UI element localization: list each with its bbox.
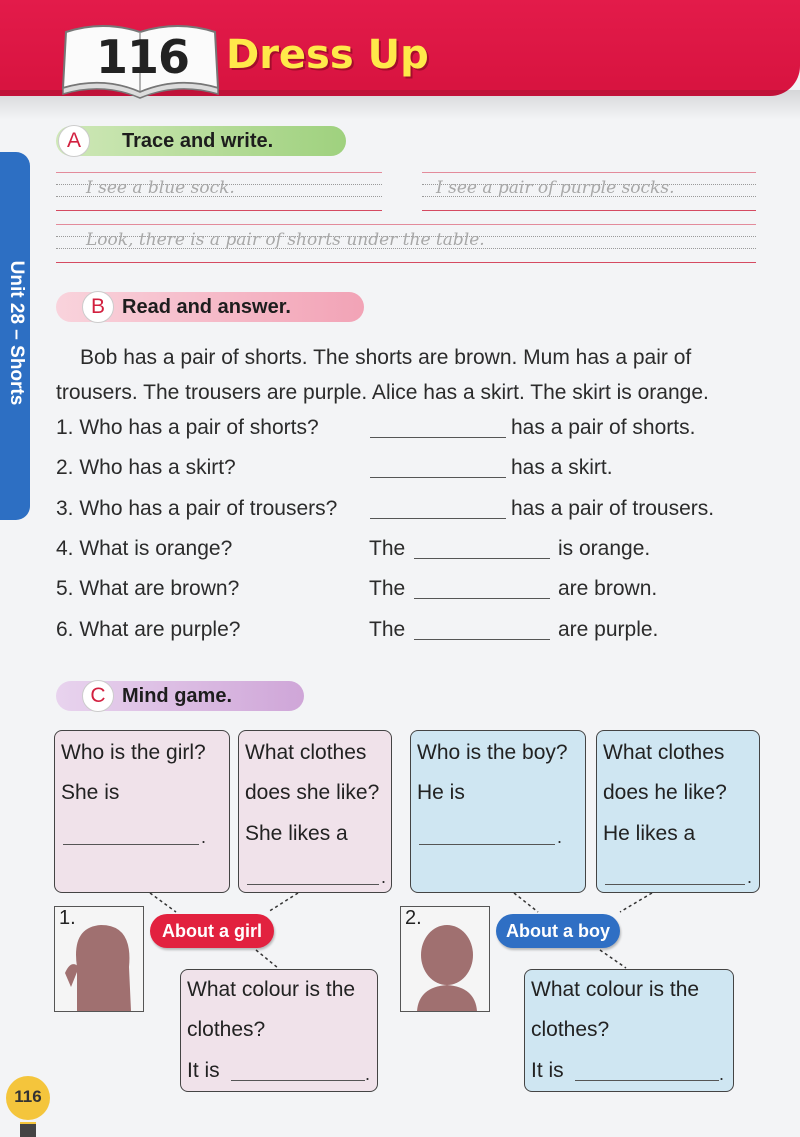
answer-prefix-5: The	[369, 577, 406, 600]
answer-suffix-1: has a pair of shorts.	[511, 416, 696, 439]
section-c-title: Mind game.	[122, 685, 233, 707]
question-2: 2. Who has a skirt?	[56, 456, 236, 479]
question-1: 1. Who has a pair of shorts?	[56, 416, 319, 439]
girl-clothes-box	[238, 730, 392, 893]
boy-colour-box	[524, 969, 734, 1092]
period: .	[201, 827, 207, 847]
answer-suffix-6: are purple.	[558, 618, 659, 641]
girl-colour-answer-start: It is	[187, 1059, 220, 1082]
answer-suffix-3: has a pair of trousers.	[511, 497, 715, 520]
lesson-title: Dress Up	[226, 32, 429, 78]
girl-who-question: Who is the girl?	[61, 741, 206, 764]
girl-colour-question-1: What colour is the	[187, 978, 356, 1001]
section-c-heading	[56, 681, 304, 711]
boy-clothes-line-1: What clothes	[603, 741, 725, 764]
answer-suffix-4: is orange.	[558, 537, 651, 560]
passage-line-1: Bob has a pair of shorts. The shorts are brown. Mum has a pair of	[80, 346, 692, 369]
section-b-title: Read and answer.	[122, 296, 291, 318]
boy-who-blank[interactable]	[419, 844, 555, 845]
answer-blank-6[interactable]	[414, 639, 550, 640]
girl-clothes-blank[interactable]	[247, 884, 379, 885]
question-3: 3. Who has a pair of trousers?	[56, 497, 338, 520]
boy-colour-question-2: clothes?	[531, 1018, 610, 1041]
page-number: 116	[14, 1087, 42, 1106]
passage-line-2: trousers. The trousers are purple. Alice has a skirt. The skirt is orange.	[56, 381, 709, 404]
trace-text-3: Look, there is a pair of shorts under the table.	[86, 230, 485, 250]
boy-clothes-line-2: does he like?	[603, 781, 727, 804]
section-b-heading	[56, 292, 364, 322]
period: .	[381, 867, 387, 887]
trace-line-2	[422, 172, 756, 216]
about-boy-tag: About a boy	[496, 914, 620, 948]
answer-suffix-2: has a skirt.	[511, 456, 613, 479]
period: .	[557, 827, 563, 847]
answer-suffix-5: are brown.	[558, 577, 658, 600]
boy-clothes-box	[596, 730, 760, 893]
girl-picture-frame	[54, 906, 144, 1012]
girl-clothes-answer-start: She likes a	[245, 822, 348, 845]
section-b-letter: B	[82, 291, 114, 323]
answer-blank-1[interactable]	[370, 437, 506, 438]
trace-text-1: I see a blue sock.	[86, 178, 235, 198]
answer-blank-4[interactable]	[414, 558, 550, 559]
girl-colour-question-2: clothes?	[187, 1018, 266, 1041]
boy-who-answer-start: He is	[417, 781, 465, 804]
boy-clothes-answer-start: He likes a	[603, 822, 696, 845]
about-girl-tag: About a girl	[150, 914, 274, 948]
boy-picture-frame	[400, 906, 490, 1012]
section-a-letter: A	[58, 125, 90, 157]
girl-who-answer-start: She is	[61, 781, 120, 804]
section-a-title: Trace and write.	[122, 130, 274, 152]
boy-frame-number: 2.	[405, 907, 422, 929]
trace-line-3	[56, 224, 756, 268]
answer-prefix-6: The	[369, 618, 406, 641]
girl-clothes-line-2: does she like?	[245, 781, 380, 804]
unit-side-tab-label: Unit 28 – Shorts	[6, 260, 27, 406]
boy-colour-blank[interactable]	[575, 1080, 719, 1081]
question-6: 6. What are purple?	[56, 618, 241, 641]
girl-colour-box	[180, 969, 378, 1092]
boy-silhouette-icon	[401, 907, 489, 1011]
girl-frame-number: 1.	[59, 907, 76, 929]
boy-who-box	[410, 730, 586, 893]
boy-clothes-blank[interactable]	[605, 884, 745, 885]
period: .	[719, 1064, 725, 1084]
question-4: 4. What is orange?	[56, 537, 233, 560]
boy-colour-answer-start: It is	[531, 1059, 564, 1082]
girl-colour-blank[interactable]	[231, 1080, 365, 1081]
girl-who-box	[54, 730, 230, 893]
trace-text-2: I see a pair of purple socks.	[436, 178, 675, 198]
boy-who-question: Who is the boy?	[417, 741, 568, 764]
girl-who-blank[interactable]	[63, 844, 199, 845]
period: .	[365, 1064, 371, 1084]
girl-clothes-line-1: What clothes	[245, 741, 367, 764]
period: .	[747, 867, 753, 887]
answer-prefix-4: The	[369, 537, 406, 560]
section-c-letter: C	[82, 680, 114, 712]
answer-blank-2[interactable]	[370, 477, 506, 478]
lesson-number: 116	[96, 30, 190, 84]
section-a-heading	[56, 126, 346, 156]
trace-line-1	[56, 172, 382, 216]
answer-blank-3[interactable]	[370, 518, 506, 519]
boy-colour-question-1: What colour is the	[531, 978, 700, 1001]
question-5: 5. What are brown?	[56, 577, 240, 600]
answer-blank-5[interactable]	[414, 598, 550, 599]
girl-silhouette-icon	[55, 907, 143, 1011]
